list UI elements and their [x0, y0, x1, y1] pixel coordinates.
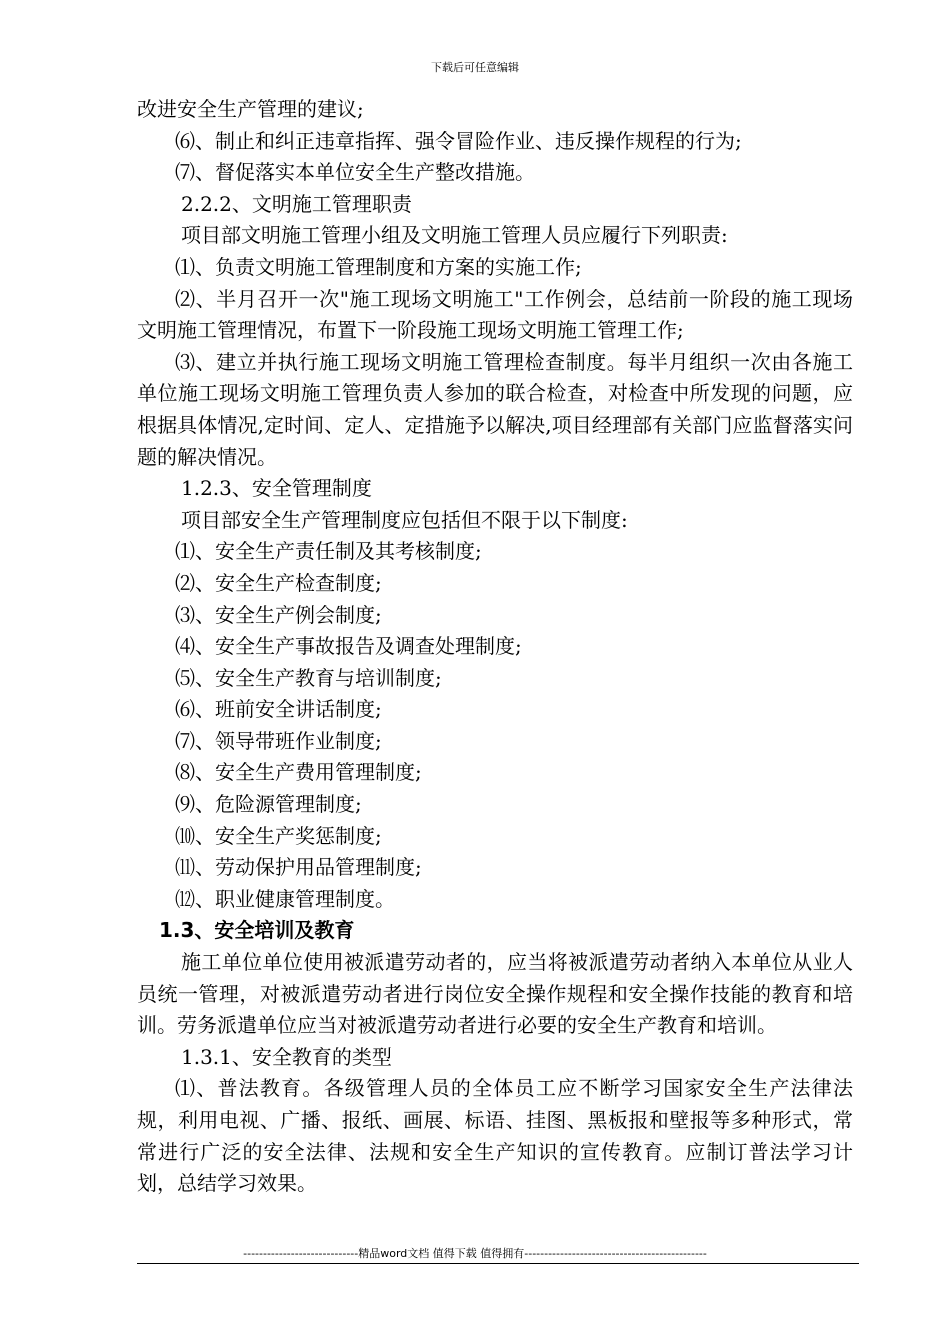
list-item: ⑴、安全生产责任制及其考核制度; — [175, 539, 482, 564]
list-item: ⑺、督促落实本单位安全生产整改措施。 — [175, 160, 535, 185]
list-item: ⑺、领导带班作业制度; — [175, 728, 382, 753]
list-item: ⑷、安全生产事故报告及调查处理制度; — [175, 634, 522, 659]
list-item: ⑶、安全生产例会制度; — [175, 602, 382, 627]
document-body — [137, 94, 853, 1200]
list-item: ⑶、建立并执行施工现场文明施工管理检查制度。每半月组织一次由各施工单位施工现场文明施工管理负责人参加的联合检查，对检查中所发现的问题，应根据具体情况,定时间、定人、定措施予以解决,项目经理部有关部门应监督落实问题的解决情况。 — [137, 349, 853, 469]
subsection-heading: 1.3.1、安全教育的类型 — [181, 1044, 392, 1069]
paragraph: 施工单位单位使用被派遣劳动者的，应当将被派遣劳动者纳入本单位从业人员统一管理，对被派遣劳动者进行岗位安全操作规程和安全操作技能的教育和培训。劳务派遣单位应当对被派遣劳动者进行必要的安全生产教育和培训。 — [137, 950, 853, 1038]
list-item: ⑼、危险源管理制度; — [175, 792, 362, 817]
list-item: ⑵、安全生产检查制度; — [175, 570, 382, 595]
list-item: ⑹、制止和纠正违章指挥、强令冒险作业、违反操作规程的行为; — [175, 128, 742, 153]
paragraph: 项目部安全生产管理制度应包括但不限于以下制度: — [181, 507, 628, 532]
text-line: 改进安全生产管理的建议; — [137, 97, 364, 121]
subsection-heading: 1.2.3、安全管理制度 — [181, 476, 372, 501]
list-item: ⑽、安全生产奖惩制度; — [175, 823, 382, 848]
header-note: 下载后可任意编辑 — [431, 61, 519, 74]
list-item: ⑿、职业健康管理制度。 — [175, 886, 395, 911]
list-item: ⑹、班前安全讲话制度; — [175, 697, 382, 722]
list-item: ⑴、负责文明施工管理制度和方案的实施工作; — [175, 254, 582, 279]
section-heading: 1.3、安全培训及教育 — [159, 918, 355, 943]
footer-divider — [137, 1263, 859, 1264]
list-item: ⑴、普法教育。各级管理人员的全体员工应不断学习国家安全生产法律法规，利用电视、广播、报纸、画展、标语、挂图、黑板报和壁报等多种形式，常常进行广泛的安全法律、法规和安全生产知识的宣传教育。应制订普法学习计划，总结学习效果。 — [137, 1076, 853, 1196]
list-item: ⑾、劳动保护用品管理制度; — [175, 855, 422, 880]
list-item: ⑻、安全生产费用管理制度; — [175, 760, 422, 785]
list-item: ⑸、安全生产教育与培训制度; — [175, 665, 442, 690]
subsection-heading: 2.2.2、文明施工管理职责 — [181, 191, 412, 216]
paragraph: 项目部文明施工管理小组及文明施工管理人员应履行下列职责: — [181, 223, 728, 248]
list-item: ⑵、半月召开一次"施工现场文明施工"工作例会，总结前一阶段的施工现场文明施工管理情况，布置下一阶段施工现场文明施工管理工作; — [137, 286, 853, 343]
footer-note: -----------------------------精品word文档 值得下载 值得拥有---------------------------------------------- — [243, 1247, 707, 1260]
